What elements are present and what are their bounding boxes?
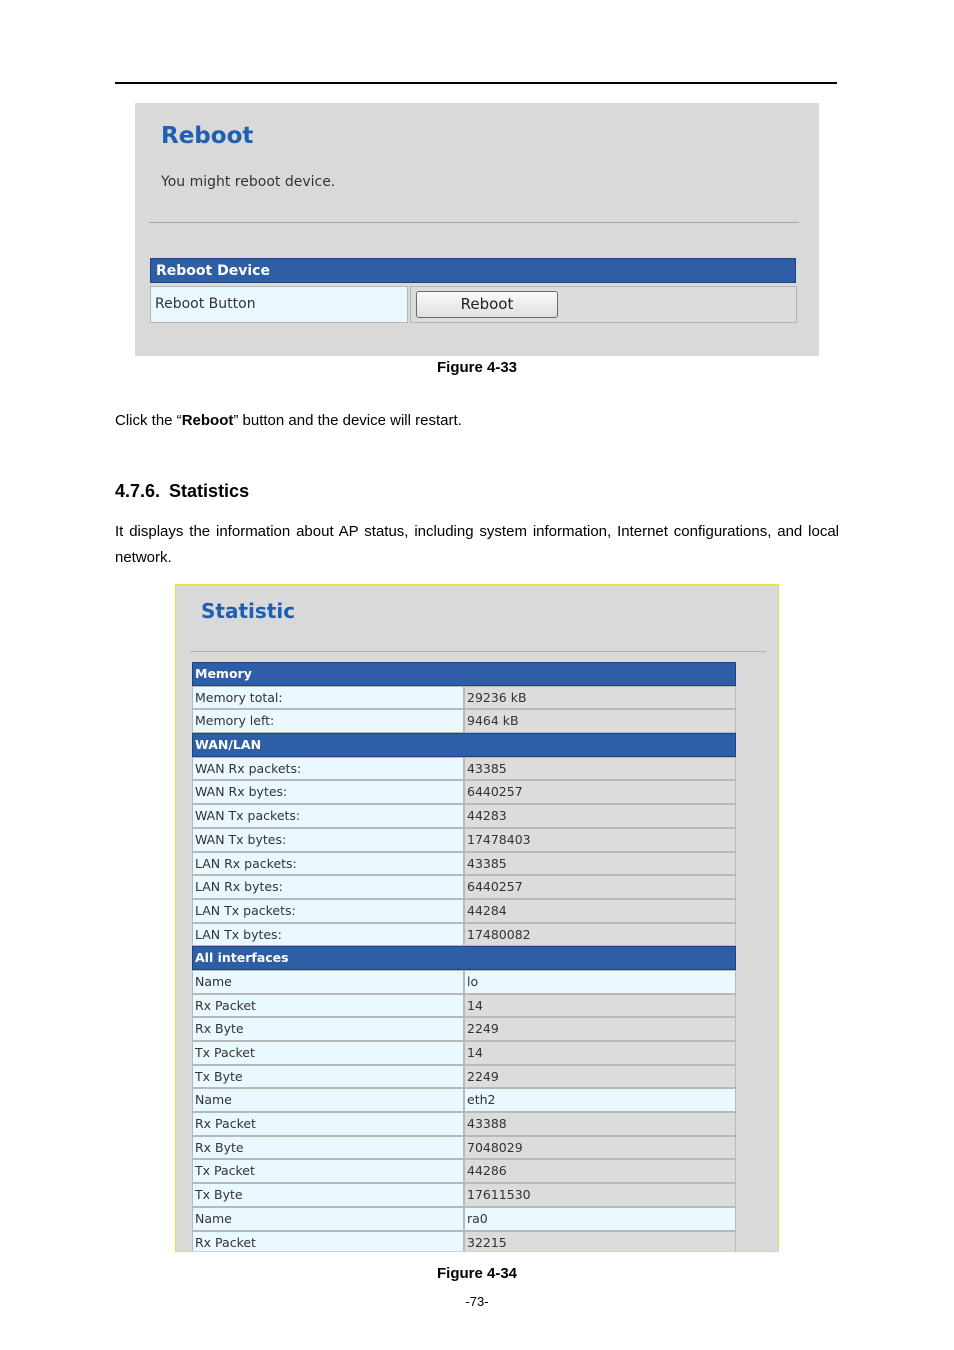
statistic-figure [175, 584, 779, 1252]
row-label: Tx Byte [192, 1183, 464, 1207]
table-row [192, 686, 736, 710]
table-row [192, 1207, 736, 1231]
table-row [192, 970, 736, 994]
row-label: Name [192, 1207, 464, 1231]
row-value: 32215 [464, 1231, 736, 1253]
row-value: 2249 [464, 1065, 736, 1089]
instruction-suffix: ” button and the device will restart. [233, 412, 462, 429]
table-row [192, 1136, 736, 1160]
row-label: Tx Packet [192, 1159, 464, 1183]
figure-caption-4-33: Figure 4-33 [436, 359, 518, 376]
table-row [192, 1112, 736, 1136]
row-value: 9464 kB [464, 709, 736, 733]
row-value: 7048029 [464, 1136, 736, 1160]
table-row [192, 1017, 736, 1041]
reboot-divider [149, 222, 799, 223]
table-row [192, 1159, 736, 1183]
table-row [192, 923, 736, 947]
row-value: 44286 [464, 1159, 736, 1183]
reboot-button[interactable]: Reboot [416, 291, 558, 318]
header-rule [115, 82, 837, 84]
reboot-instruction [115, 408, 839, 434]
reboot-device-header: Reboot Device [150, 258, 796, 283]
row-value: 6440257 [464, 875, 736, 899]
table-row [192, 852, 736, 876]
section-header-row [192, 946, 736, 970]
row-label: LAN Tx packets: [192, 899, 464, 923]
table-row [192, 1088, 736, 1112]
statistic-table [192, 662, 736, 1252]
table-row [192, 757, 736, 781]
table-row [192, 709, 736, 733]
section-heading [115, 481, 249, 502]
row-value: 43385 [464, 852, 736, 876]
reboot-title: Reboot [161, 123, 254, 149]
table-row [192, 1231, 736, 1253]
reboot-figure [135, 103, 819, 356]
reboot-button-cell [410, 286, 797, 323]
row-label: WAN Rx packets: [192, 757, 464, 781]
row-label: Rx Packet [192, 1112, 464, 1136]
row-label: LAN Tx bytes: [192, 923, 464, 947]
row-label: Rx Byte [192, 1136, 464, 1160]
section-title: Statistics [169, 481, 250, 501]
figure-caption-4-34: Figure 4-34 [436, 1265, 518, 1282]
table-row [192, 828, 736, 852]
row-label: WAN Rx bytes: [192, 780, 464, 804]
row-label: Memory total: [192, 686, 464, 710]
row-label: Tx Byte [192, 1065, 464, 1089]
table-row [192, 780, 736, 804]
row-label: LAN Rx bytes: [192, 875, 464, 899]
row-label: Rx Packet [192, 994, 464, 1018]
row-value: 14 [464, 994, 736, 1018]
table-row [192, 1065, 736, 1089]
table-row [192, 1041, 736, 1065]
table-row [192, 804, 736, 828]
row-label: Rx Packet [192, 1231, 464, 1253]
row-label: Tx Packet [192, 1041, 464, 1065]
row-value: 43388 [464, 1112, 736, 1136]
section-header: WAN/LAN [192, 733, 736, 757]
section-header-row [192, 733, 736, 757]
reboot-button-label: Reboot Button [150, 286, 408, 323]
reboot-description: You might reboot device. [161, 174, 336, 190]
row-value: 29236 kB [464, 686, 736, 710]
row-label: Name [192, 970, 464, 994]
row-value: lo [464, 970, 736, 994]
page-number: -73- [465, 1294, 489, 1309]
table-row [192, 994, 736, 1018]
row-value: 17611530 [464, 1183, 736, 1207]
row-label: Memory left: [192, 709, 464, 733]
row-value: 14 [464, 1041, 736, 1065]
instruction-bold: Reboot [181, 412, 234, 429]
section-header: All interfaces [192, 946, 736, 970]
row-value: 6440257 [464, 780, 736, 804]
table-row [192, 1183, 736, 1207]
table-row [192, 899, 736, 923]
row-value: 44283 [464, 804, 736, 828]
section-header-row [192, 662, 736, 686]
row-label: WAN Tx bytes: [192, 828, 464, 852]
row-value: eth2 [464, 1088, 736, 1112]
row-value: 44284 [464, 899, 736, 923]
row-label: Rx Byte [192, 1017, 464, 1041]
section-header: Memory [192, 662, 736, 686]
row-value: 17478403 [464, 828, 736, 852]
section-number: 4.7.6. [115, 481, 161, 501]
row-value: 43385 [464, 757, 736, 781]
section-intro: It displays the information about AP status, including system information, Internet configurations, and local network. [115, 523, 839, 566]
row-value: 17480082 [464, 923, 736, 947]
row-label: Name [192, 1088, 464, 1112]
statistic-title: Statistic [201, 599, 296, 623]
statistic-divider [190, 651, 766, 652]
table-row [192, 875, 736, 899]
row-label: WAN Tx packets: [192, 804, 464, 828]
row-value: 2249 [464, 1017, 736, 1041]
row-label: LAN Rx packets: [192, 852, 464, 876]
row-value: ra0 [464, 1207, 736, 1231]
instruction-prefix: Click the “ [115, 412, 182, 429]
